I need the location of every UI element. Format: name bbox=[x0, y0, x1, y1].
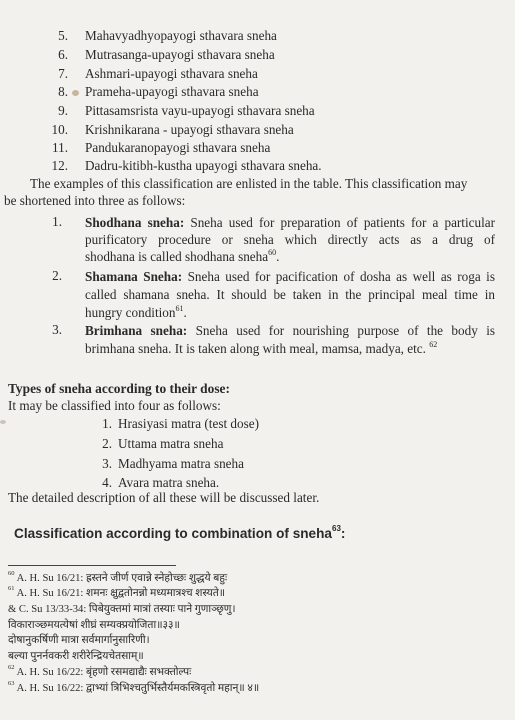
type-item-text: brimhana sneha. It is taken along with meal, mamsa, madya, etc. bbox=[85, 341, 426, 356]
footnote-number: 63 bbox=[8, 680, 15, 688]
list-item-number: 4. bbox=[102, 475, 112, 490]
footnote bbox=[8, 666, 191, 679]
footnote-text: & C. Su 13/33-34: पिबेयुक्तमां मात्रां तस्याः पाने गुणाञ्छृणु। bbox=[8, 604, 236, 615]
list-item-number: 10. bbox=[51, 122, 68, 137]
list-item-text: Madhyama matra sneha bbox=[118, 456, 244, 471]
footnote-text: A. H. Su 16/21: ह्रस्तने जीर्ण एवान्ने स्नेहोच्छः शुद्धये बहुः bbox=[14, 573, 228, 584]
footnote-ref: 63 bbox=[332, 524, 341, 534]
type-item-line bbox=[85, 268, 495, 286]
type-item-line bbox=[85, 322, 495, 340]
section-heading-combination bbox=[14, 526, 345, 541]
intro-line-2: be shortened into three as follows: bbox=[4, 193, 186, 208]
list-item-text: Avara matra sneha. bbox=[118, 475, 220, 490]
list-item-number: 11. bbox=[52, 140, 68, 155]
list-item-number: 12. bbox=[51, 158, 68, 173]
type-item-text: Sneha used for preparation of patients for a particular bbox=[184, 215, 495, 230]
type-item-line bbox=[85, 340, 437, 358]
list-item-number: 1. bbox=[52, 214, 62, 229]
footnote-number: 60 bbox=[8, 570, 15, 578]
list-item-text: Hrasiyasi matra (test dose) bbox=[118, 416, 259, 431]
type-item-line: purificatory procedure or sneha which directly acts as a drug of bbox=[85, 232, 495, 247]
footnote-ref: 60 bbox=[268, 247, 277, 257]
list-item-number: 3. bbox=[102, 456, 112, 471]
type-item-text: . bbox=[183, 305, 187, 320]
list-item-text: Mutrasanga-upayogi sthavara sneha bbox=[85, 47, 275, 62]
footnote-divider bbox=[8, 565, 176, 566]
type-item-text: Sneha used for pacification of dosha as well as roga is bbox=[182, 269, 495, 284]
footnote-ref: 62 bbox=[429, 339, 438, 349]
list-item-number: 1. bbox=[102, 416, 112, 431]
footnote-number: 62 bbox=[8, 664, 15, 672]
footnote bbox=[8, 572, 227, 585]
footnote-text: दोषानुकर्षिणी मात्रा सर्वमार्गानुसारिणी। bbox=[8, 635, 150, 646]
footnote bbox=[8, 650, 144, 663]
type-item-line bbox=[85, 304, 187, 322]
list-item-number: 5. bbox=[58, 28, 68, 43]
footnote-text: विकाराञ्छमयत्येषां शीघ्रं सम्यक्प्रयोजिता॥३३॥ bbox=[8, 620, 180, 631]
type-item-text: hungry condition bbox=[85, 305, 176, 320]
term-shodhana: Shodhana sneha: bbox=[85, 215, 185, 230]
type-item-text: shodhana is called shodhana sneha bbox=[85, 249, 269, 264]
dose-outro: The detailed description of all these will be discussed later. bbox=[8, 490, 320, 505]
list-item-number: 6. bbox=[58, 47, 68, 62]
type-item-line: called shamana sneha. It should be taken in the principal meal time in bbox=[85, 287, 495, 302]
list-item-text: Mahavyadhyopayogi sthavara sneha bbox=[85, 28, 277, 43]
footnote bbox=[8, 634, 150, 647]
scan-mark bbox=[0, 420, 6, 424]
footnote-text: बल्या पुनर्नवकरी शरीरेन्द्रियचेतसाम्॥ bbox=[8, 651, 144, 662]
heading-text: : bbox=[340, 526, 346, 541]
list-item-number: 2. bbox=[52, 268, 62, 283]
ink-blot bbox=[72, 90, 79, 96]
footnote-ref: 61 bbox=[175, 303, 184, 313]
footnote-text: A. H. Su 16/22: बृंहणो रसमद्याद्यैः सभक्तोल्पः bbox=[14, 667, 192, 678]
list-item-text: Pandukaranopayogi sthavara sneha bbox=[85, 140, 271, 155]
list-item-text: Dadru-kitibh-kustha upayogi sthavara sneha. bbox=[85, 158, 322, 173]
list-item-number: 2. bbox=[102, 436, 112, 451]
list-item-text: Uttama matra sneha bbox=[118, 436, 224, 451]
list-item-text: Ashmari-upayogi sthavara sneha bbox=[85, 66, 258, 81]
type-item-text: . bbox=[276, 249, 280, 264]
footnote bbox=[8, 587, 225, 600]
footnote-text: A. H. Su 16/21: शमनः क्षुद्वतोनन्नो मध्यमात्रश्च शस्यते॥ bbox=[14, 588, 226, 599]
footnote-text: A. H. Su 16/22: द्वाभ्यां त्रिभिश्चतुर्भिस्तैर्यमकस्त्रिवृतो महान्॥ ४॥ bbox=[14, 683, 260, 694]
list-item-number: 7. bbox=[58, 66, 68, 81]
section-heading-dose: Types of sneha according to their dose: bbox=[8, 381, 230, 396]
footnote bbox=[8, 619, 180, 632]
list-item-text: Krishnikarana - upayogi sthavara sneha bbox=[85, 122, 294, 137]
list-item-text: Prameha-upayogi sthavara sneha bbox=[85, 84, 259, 99]
term-brimhana: Brimhana sneha: bbox=[85, 323, 188, 338]
list-item-number: 8. bbox=[58, 84, 68, 99]
list-item-number: 3. bbox=[52, 322, 62, 337]
list-item-text: Pittasamsrista vayu-upayogi sthavara sneha bbox=[85, 103, 315, 118]
footnote bbox=[8, 603, 235, 616]
type-item-text: Sneha used for nourishing purpose of the body is bbox=[187, 323, 495, 338]
heading-text: Classification according to combination of sneha bbox=[14, 526, 332, 541]
type-item-line bbox=[85, 214, 495, 232]
footnote bbox=[8, 682, 259, 695]
dose-intro: It may be classified into four as follows: bbox=[8, 398, 221, 413]
list-item-number: 9. bbox=[58, 103, 68, 118]
intro-line-1: The examples of this classification are enlisted in the table. This classification may bbox=[30, 176, 468, 191]
type-item-line bbox=[85, 248, 279, 266]
footnote-number: 61 bbox=[8, 585, 15, 593]
term-shamana: Shamana Sneha: bbox=[85, 269, 183, 284]
